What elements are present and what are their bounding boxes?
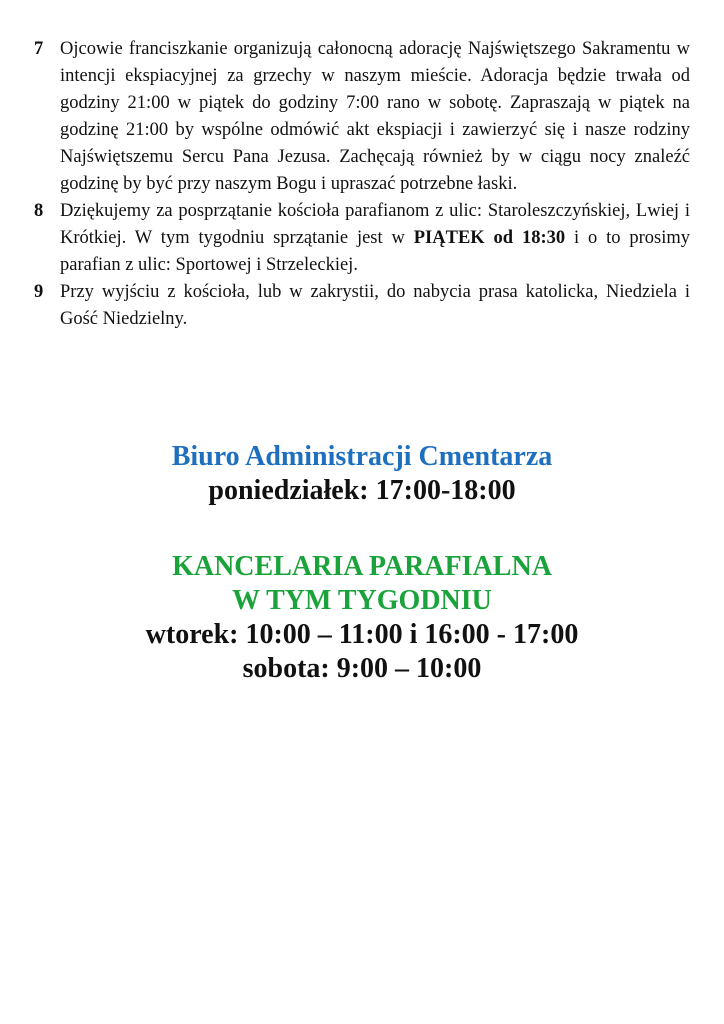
cemetery-office-hours: poniedziałek: 17:00-18:00: [208, 475, 516, 506]
notice-text-part: Dziękujemy za posprzątanie kościoła parafianom z ulic: Staroleszczyńskiej, Lwiej i Krótkiej. W tym tygodniu sprzątanie jest w: [60, 201, 690, 248]
parish-office-title: KANCELARIA PARAFIALNA: [172, 551, 552, 582]
notice-text: [60, 198, 690, 279]
cemetery-office-section: [0, 440, 724, 508]
parish-office-subtitle: W TYM TYGODNIU: [232, 585, 492, 616]
parish-office-section: [0, 550, 724, 686]
cleaning-day-emphasis: PIĄTEK od 18:30: [413, 228, 566, 248]
cemetery-office-title: Biuro Administracji Cmentarza: [171, 441, 553, 472]
parish-office-hours-saturday: sobota: 9:00 – 10:00: [242, 653, 482, 684]
notice-number: 8: [34, 201, 44, 221]
notice-item-8: [34, 198, 690, 279]
notice-text-part: i o to prosimy parafian z ulic: Sportowej i Strzeleckiej.: [60, 228, 691, 275]
notice-item-7: [34, 36, 690, 198]
notice-text: Przy wyjściu z kościoła, lub w zakrystii, do nabycia prasa katolicka, Niedziela i Gość Niedzielny.: [60, 282, 690, 329]
notices-list: [34, 36, 690, 333]
notice-item-9: [34, 279, 690, 333]
notice-number: 7: [34, 39, 44, 59]
notice-text: Ojcowie franciszkanie organizują całonocną adorację Najświętszego Sakramentu w intencji ekspiacyjnej za grzechy w naszym mieście. Adoracja będzie trwała od godziny 21:00 w piątek do godziny 7:00 rano w sobotę. Zapraszają w piątek na godzinę 21:00 by wspólne odmówić akt ekspiacji i zawierzyć się i nasze rodziny Najświętszemu Sercu Pana Jezusa. Zachęcają również by w ciągu nocy znaleźć godzinę by być przy naszym Bogu i upraszać potrzebne łaski.: [60, 39, 690, 194]
notice-number: 9: [34, 282, 44, 302]
parish-office-hours-tuesday: wtorek: 10:00 – 11:00 i 16:00 - 17:00: [145, 619, 579, 650]
